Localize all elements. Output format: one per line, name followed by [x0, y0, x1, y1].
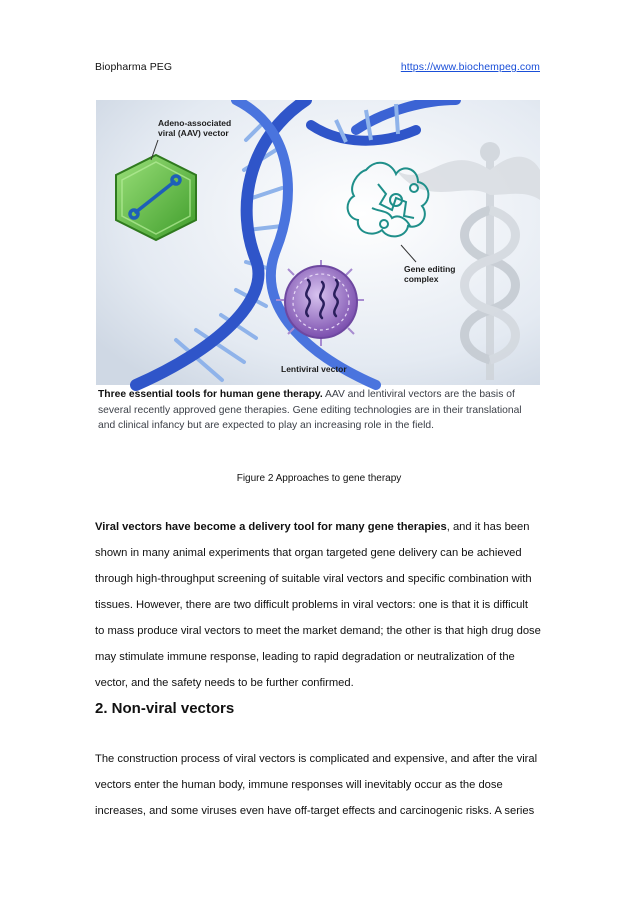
- gene-editing-label-line1: Gene editing: [404, 264, 456, 274]
- paragraph1-line-2: shown in many animal experiments that organ targeted gene delivery can be achieved: [95, 547, 522, 559]
- paragraph1-line-4: tissues. However, there are two difficult problems in viral vectors: one is that it is difficult: [95, 599, 528, 611]
- header-website-link[interactable]: https://www.biochempeg.com: [400, 61, 540, 73]
- paragraph1-line-3: through high-throughput screening of suitable viral vectors and specific combination with: [95, 573, 532, 585]
- inner-caption-line-1: AAV and lentiviral vectors are the basis of: [322, 389, 515, 400]
- paragraph-viral-vectors: [95, 514, 545, 696]
- gene-therapy-figure: [96, 100, 540, 445]
- inner-caption-line-2: several recently approved gene therapies. Gene editing technologies are in their translational: [98, 404, 522, 416]
- paragraph2-line-3: increases, and some viruses even have off-target effects and carcinogenic risks. A series: [95, 805, 535, 817]
- paragraph2-line-1: The construction process of viral vectors is complicated and expensive, and after the viral: [95, 753, 538, 765]
- paragraph1-lead: Viral vectors have become a delivery tool for many gene therapies: [95, 521, 447, 533]
- aav-label-line2: viral (AAV) vector: [158, 128, 229, 138]
- paragraph-non-viral-vectors: [95, 746, 545, 824]
- inner-caption-line-3: and clinical infancy but are expected to play an increasing role in the field.: [98, 420, 434, 431]
- page-header: [95, 61, 540, 73]
- paragraph2-line-2: vectors enter the human body, immune responses will inevitably occur as the dose: [95, 779, 503, 791]
- section-heading-non-viral: 2. Non-viral vectors: [95, 700, 235, 717]
- figure-caption: Figure 2 Approaches to gene therapy: [236, 473, 402, 484]
- gene-editing-label-line2: complex: [404, 274, 439, 284]
- aav-label-line1: Adeno-associated: [158, 118, 232, 128]
- lentiviral-label: Lentiviral vector: [281, 364, 347, 374]
- paragraph1-line-5: to mass produce viral vectors to meet the market demand; the other is that high drug dose: [95, 625, 541, 637]
- paragraph1-line-6: may stimulate immune response, leading to rapid degradation or neutralization of the: [95, 651, 515, 663]
- inner-caption-title: Three essential tools for human gene therapy.: [98, 389, 323, 400]
- paragraph1-line-1: , and it has been: [446, 521, 530, 533]
- figure-inner-caption: [98, 387, 536, 434]
- header-company: Biopharma PEG: [95, 61, 173, 73]
- paragraph1-line-7: vector, and the safety needs to be further confirmed.: [95, 677, 354, 689]
